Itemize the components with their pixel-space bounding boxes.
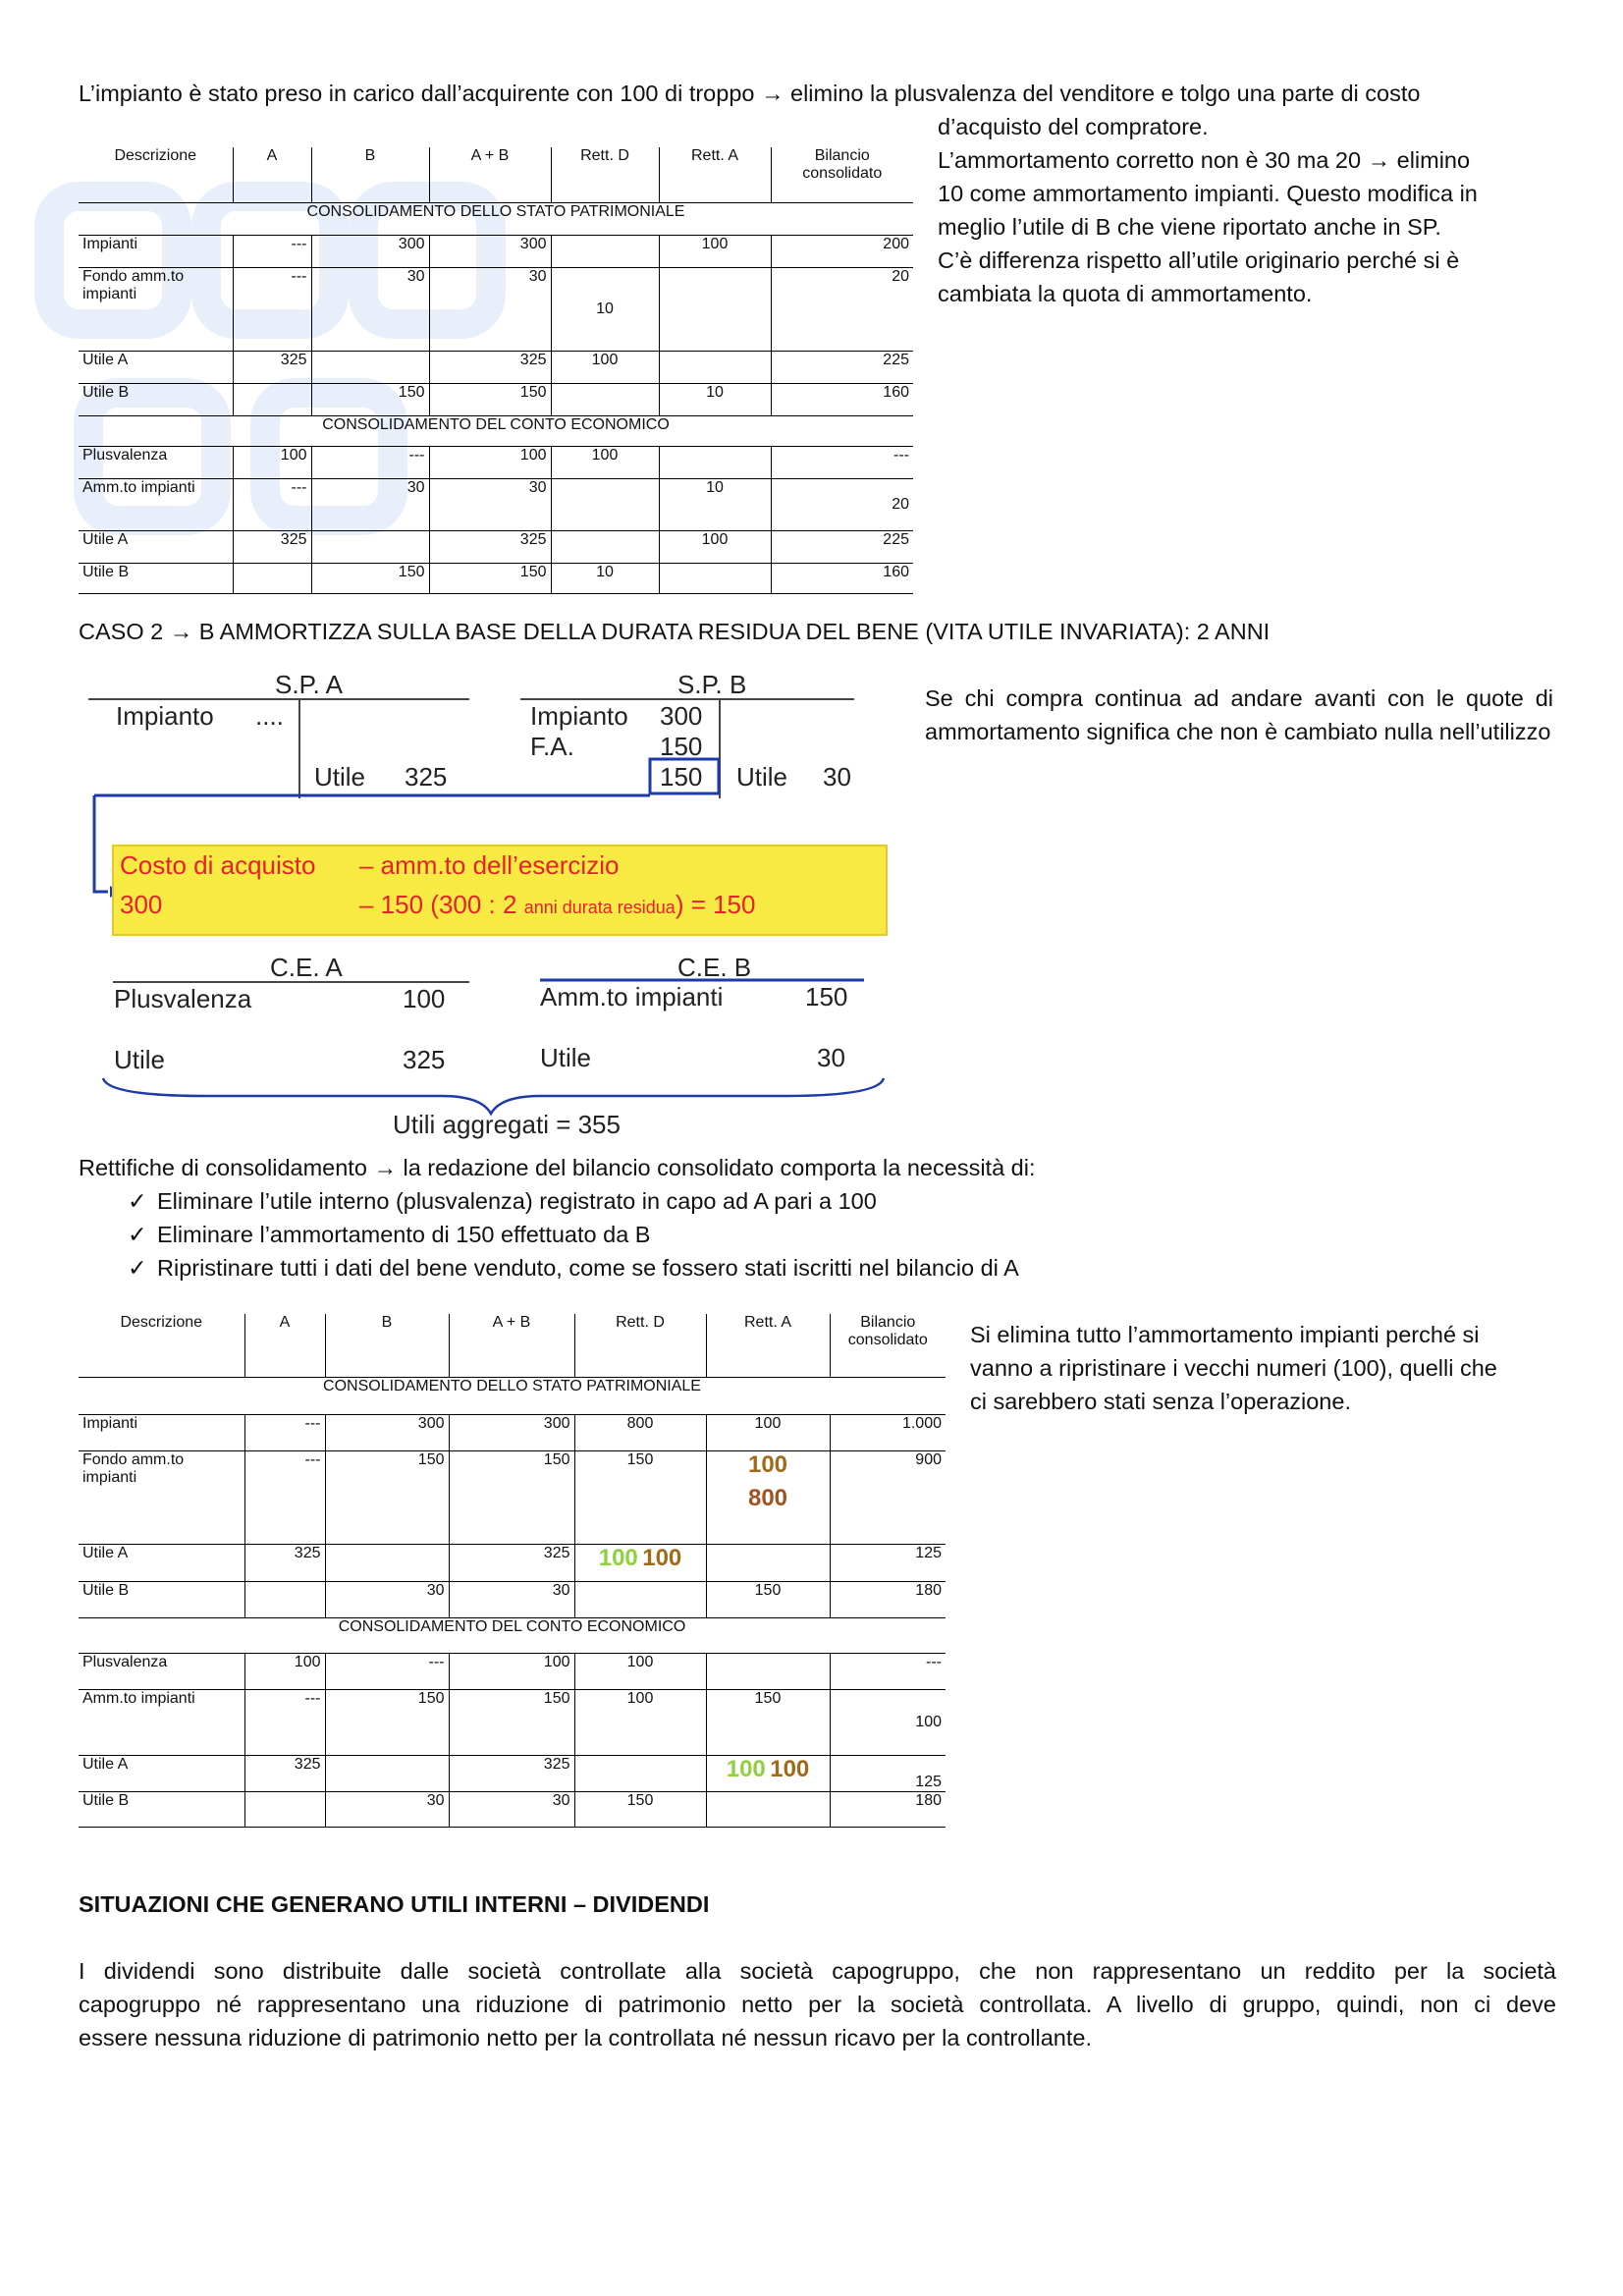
col-rett-d: Rett. D [551,147,659,202]
cell-b: 150 [311,383,429,415]
side-line: vanno a ripristinare i vecchi numeri (100), quelli che [970,1355,1497,1381]
paragraph-line: essere nessuna riduzione di patrimonio netto per la controllata né nessun ricavo per la controllante. [79,2025,1092,2050]
cell-a: --- [233,478,311,530]
cell-bilancio: 160 [771,383,913,415]
side-line: cambiata la quota di ammortamento. [938,281,1313,306]
row-label: Plusvalenza [79,1653,244,1689]
cell-bilancio: 180 [830,1791,946,1827]
cell-b: --- [325,1653,449,1689]
cell-rett-a: 100 [659,530,771,563]
list-item [128,1251,1019,1285]
side-line: meglio l’utile di B che viene riportato anche in SP. [938,214,1441,240]
side-line: 10 come ammortamento impianti. Questo modifica in [938,181,1478,206]
cell-a [244,1791,325,1827]
cell-value: 100 [747,1450,788,1478]
row-label: Impianti [79,1414,244,1450]
table-row [79,446,913,478]
cell-a [244,1581,325,1617]
cell-value: 100 [726,1755,766,1782]
row-label: Utile A [79,351,233,383]
col-descrizione: Descrizione [79,147,233,202]
col-rett-a: Rett. A [659,147,771,202]
cell-rett-d: 150 [574,1450,706,1544]
cell-rett-d: 150 [574,1791,706,1827]
cell-b: 30 [311,267,429,351]
side-line: ci sarebbero stati senza l’operazione. [970,1389,1351,1414]
cell-b: 150 [325,1689,449,1755]
cell-ab: 30 [449,1791,574,1827]
list-item [128,1218,1019,1251]
list-item [128,1184,1019,1218]
cell-rett-d: 100 [551,351,659,383]
row-label: Utile A [79,1544,244,1581]
row-label: Utile B [79,1581,244,1617]
table-row [79,235,913,267]
cell-rett-a [659,446,771,478]
box-cost-val: 300 [120,890,163,919]
cell-rett-d [551,530,659,563]
spb-fa: F.A. [530,732,574,761]
cell-rett-a [659,267,771,351]
cell-bilancio: --- [830,1653,946,1689]
check-icon: ✓ [128,1255,147,1281]
cell-rett-d: 10 [551,267,659,351]
cell-rett-d [574,1755,706,1791]
check-icon: ✓ [128,1188,147,1214]
row-label: Impianti [79,235,233,267]
spa-utile: Utile [314,762,366,792]
cell-b: 300 [311,235,429,267]
spa-impianto: Impianto [116,701,214,731]
cell-rett-d: 800 [574,1414,706,1450]
cell-a: 325 [244,1544,325,1581]
cell-rett-a: 100 [706,1414,830,1450]
side-line: C’è differenza rispetto all’utile originario perché si è [938,247,1460,273]
cell-ab: 300 [429,235,551,267]
ceb-amm-val: 150 [805,982,848,1011]
rettifiche-side-text [970,1318,1497,1418]
side-line: Si elimina tutto l’ammortamento impianti perché si [970,1322,1480,1347]
paragraph-line: capogruppo né rappresentano una riduzione di patrimonio netto per la società controllata. A livello di gruppo, quindi, non ci deve [79,1992,1556,2017]
table-row [79,1689,946,1755]
row-label: Utile A [79,1755,244,1791]
spa-dots: .... [255,701,284,731]
col-descrizione: Descrizione [79,1314,244,1377]
spa-title: S.P. A [275,670,343,699]
box-amm-label: – amm.to dell’esercizio [359,850,620,880]
cell-rett-a [659,563,771,593]
row-label: Utile B [79,1791,244,1827]
intro-side-text [938,143,1478,310]
rettifiche-intro: Rettifiche di consolidamento → la redazione del bilancio consolidato comporta la necessità di: [79,1155,1036,1180]
cell-bilancio: 180 [830,1581,946,1617]
table-row [79,267,913,351]
row-label: Utile B [79,563,233,593]
row-label: Fondo amm.to impianti [79,1450,244,1544]
cell-ab: 325 [429,530,551,563]
cell-a: 325 [233,530,311,563]
box-cost-label: Costo di acquisto [120,850,316,880]
col-bilancio: Bilancio consolidato [771,147,913,202]
row-label: Amm.to impianti [79,478,233,530]
cell-ab: 300 [449,1414,574,1450]
cell-a: 325 [233,351,311,383]
cea-plus: Plusvalenza [114,984,252,1013]
table-row [79,383,913,415]
cell-a: 325 [244,1755,325,1791]
intro-line-2: d’acquisto del compratore. [938,114,1209,139]
cell-bilancio: 20 [771,478,913,530]
cell-ab: 100 [429,446,551,478]
caso2-title: CASO 2 → B AMMORTIZZA SULLA BASE DELLA DURATA RESIDUA DEL BENE (VITA UTILE INVARIATA): 2 ANNI [79,619,1271,644]
table-row [79,1414,946,1450]
formula-part: – 150 (300 : 2 [359,890,517,919]
spb-impianto: Impianto [530,701,628,731]
ceb-utile: Utile [540,1043,592,1072]
cell-rett-a [706,1755,830,1791]
cell-a: 100 [233,446,311,478]
row-label: Utile A [79,530,233,563]
cell-a: 100 [244,1653,325,1689]
cell-ab: 30 [429,267,551,351]
spb-impianto-val: 300 [660,701,703,731]
cell-rett-a: 150 [706,1689,830,1755]
paragraph-line: I dividendi sono distribuite dalle società controllate alla società capogruppo, che non rappresentano un reddito per la società [79,1958,1556,1984]
table-row [79,1755,946,1791]
cell-rett-a [706,1653,830,1689]
list-item-text: Eliminare l’utile interno (plusvalenza) registrato in capo ad A pari a 100 [157,1188,877,1214]
col-b: B [325,1314,449,1377]
cell-value: 800 [747,1484,788,1511]
spb-title: S.P. B [677,670,747,699]
cell-rett-d [551,235,659,267]
col-ab: A + B [449,1314,574,1377]
cell-b [325,1755,449,1791]
cell-a: --- [244,1689,325,1755]
consolidation-table-2 [79,1314,946,1828]
cell-bilancio: 200 [771,235,913,267]
cell-ab: 100 [449,1653,574,1689]
table-row [79,1653,946,1689]
cell-rett-d [574,1581,706,1617]
row-label: Plusvalenza [79,446,233,478]
cell-bilancio: --- [771,446,913,478]
cell-rett-a [706,1791,830,1827]
dividendi-title: SITUAZIONI CHE GENERANO UTILI INTERNI – DIVIDENDI [79,1891,710,1917]
cea-utile: Utile [114,1045,166,1074]
cell-rett-d [574,1544,706,1581]
side-line: L’ammortamento corretto non è 30 ma 20 → elimino [938,147,1471,173]
cell-b: 150 [311,563,429,593]
cell-value: 100 [598,1544,638,1571]
table-row [79,1581,946,1617]
box-formula [359,890,755,920]
rettifiche-list [128,1184,1019,1285]
cell-ab: 150 [429,383,551,415]
row-label: Fondo amm.to impianti [79,267,233,351]
col-a: A [244,1314,325,1377]
cell-bilancio: 160 [771,563,913,593]
cea-utile-val: 325 [403,1045,446,1074]
consolidation-table-1 [79,147,913,594]
cell-b: --- [311,446,429,478]
list-item-text: Ripristinare tutti i dati del bene venduto, come se fossero stati iscritti nel bilancio di A [157,1255,1019,1281]
cell-ab: 150 [429,563,551,593]
col-bilancio: Bilancio consolidato [830,1314,946,1377]
cell-bilancio: 225 [771,530,913,563]
cell-bilancio: 900 [830,1450,946,1544]
cell-rett-a [659,351,771,383]
cell-rett-a [706,1450,830,1544]
cell-bilancio: 20 [771,267,913,351]
formula-part: ) = 150 [675,890,756,919]
cell-rett-d: 100 [574,1689,706,1755]
cell-bilancio: 125 [830,1755,946,1791]
cell-rett-d [551,478,659,530]
cell-rett-d: 100 [574,1653,706,1689]
col-ab: A + B [429,147,551,202]
ceb-amm: Amm.to impianti [540,982,724,1011]
cell-rett-d: 100 [551,446,659,478]
cea-title: C.E. A [270,953,343,982]
dividendi-paragraph [79,1954,1556,2054]
cell-ab: 325 [449,1755,574,1791]
spb-fa-val: 150 [660,732,703,761]
cell-a [233,563,311,593]
table-row [79,478,913,530]
cell-b [311,351,429,383]
cell-rett-a: 10 [659,478,771,530]
spb-utile-val: 30 [823,762,851,792]
cell-rett-d [551,383,659,415]
ceb-title: C.E. B [677,953,752,982]
cell-rett-a: 150 [706,1581,830,1617]
cell-value: 100 [770,1755,810,1782]
table-row [79,1791,946,1827]
table-row [79,351,913,383]
cell-a: --- [233,267,311,351]
caso2-diagram [88,666,903,1137]
cell-b: 30 [325,1791,449,1827]
row-label: Utile B [79,383,233,415]
cell-b [311,530,429,563]
col-a: A [233,147,311,202]
cell-b: 30 [325,1581,449,1617]
formula-part: anni durata residua [523,898,676,917]
utili-aggregati: Utili aggregati = 355 [393,1110,621,1139]
cell-ab: 150 [449,1450,574,1544]
cell-b: 150 [325,1450,449,1544]
cell-b: 30 [311,478,429,530]
cea-plus-val: 100 [403,984,446,1013]
caso2-side-text: Se chi compra continua ad andare avanti con le quote di ammortamento significa che non è cambiato nulla nell’utilizzo [925,685,1553,744]
intro-line-1: L’impianto è stato preso in carico dall’acquirente con 100 di troppo → elimino la plusvalenza del venditore e tolgo una parte di costo [79,81,1421,106]
section-ce: CONSOLIDAMENTO DEL CONTO ECONOMICO [79,1617,946,1653]
col-rett-d: Rett. D [574,1314,706,1377]
cell-a: --- [233,235,311,267]
section-sp: CONSOLIDAMENTO DELLO STATO PATRIMONIALE [79,202,913,235]
cell-a: --- [244,1450,325,1544]
cell-a: --- [244,1414,325,1450]
section-sp: CONSOLIDAMENTO DELLO STATO PATRIMONIALE [79,1377,946,1414]
cell-bilancio: 100 [830,1689,946,1755]
cell-rett-a: 100 [659,235,771,267]
table-row [79,1544,946,1581]
cell-rett-a [706,1544,830,1581]
section-ce: CONSOLIDAMENTO DEL CONTO ECONOMICO [79,415,913,446]
cell-ab: 30 [449,1581,574,1617]
table-row [79,530,913,563]
cell-bilancio: 1.000 [830,1414,946,1450]
cell-rett-d: 10 [551,563,659,593]
cell-b: 300 [325,1414,449,1450]
table-row [79,1450,946,1544]
cell-ab: 150 [449,1689,574,1755]
row-label: Amm.to impianti [79,1689,244,1755]
spb-utile: Utile [736,762,788,792]
col-rett-a: Rett. A [706,1314,830,1377]
cell-bilancio: 125 [830,1544,946,1581]
check-icon: ✓ [128,1222,147,1247]
col-b: B [311,147,429,202]
spb-box-val: 150 [660,762,703,792]
cell-bilancio: 225 [771,351,913,383]
cell-b [325,1544,449,1581]
cell-a [233,383,311,415]
cell-rett-a: 10 [659,383,771,415]
table-row [79,563,913,593]
ceb-utile-val: 30 [817,1043,845,1072]
spa-utile-val: 325 [405,762,448,792]
cell-ab: 30 [429,478,551,530]
cell-ab: 325 [449,1544,574,1581]
cell-ab: 325 [429,351,551,383]
acquisition-cost-box [112,845,888,936]
cell-value: 100 [642,1544,682,1571]
list-item-text: Eliminare l’ammortamento di 150 effettuato da B [157,1222,651,1247]
